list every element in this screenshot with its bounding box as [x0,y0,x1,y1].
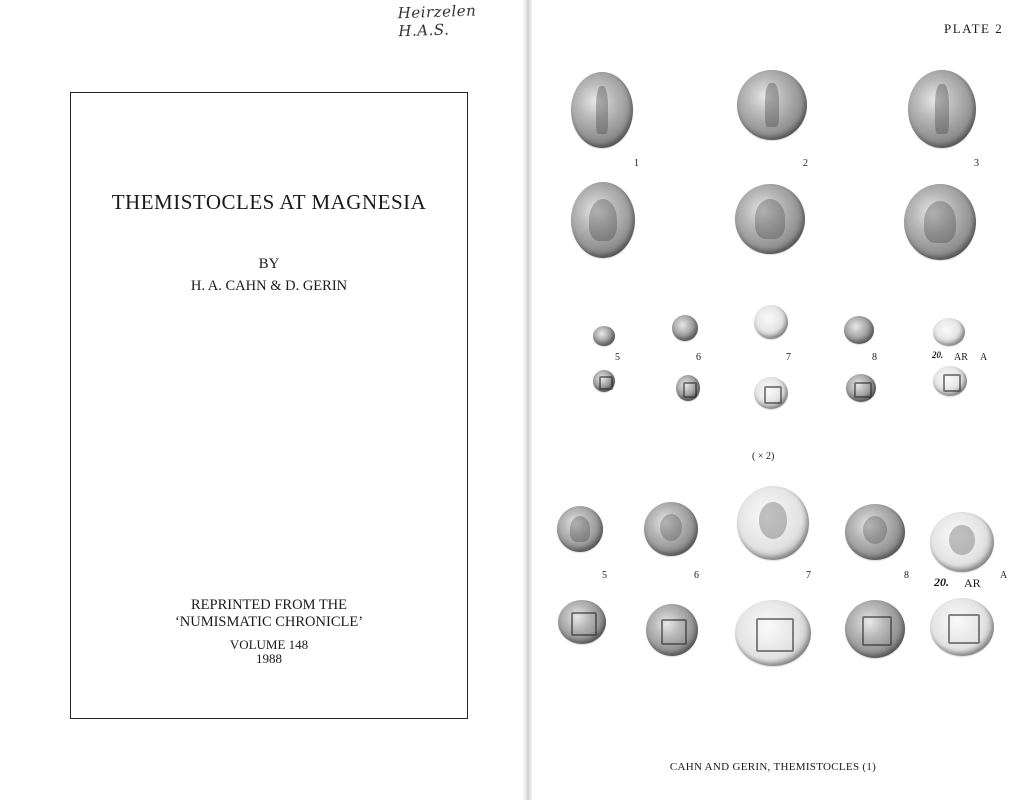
coin-3-obverse [908,70,976,148]
large-coin-8-obverse [845,504,905,560]
coin-1-obverse [571,72,633,148]
coin-number: 7 [786,352,791,363]
metal-label: A [980,352,988,363]
small-coin-8-reverse [846,374,876,402]
book-title: THEMISTOCLES AT MAGNESIA [111,190,427,214]
small-coin-20-reverse [933,366,967,396]
large-coin-5-obverse [557,506,603,552]
plate-label: PLATE 2 [944,21,1004,36]
handwritten-signature: Heirzelen H.A.S. [397,1,477,41]
volume: VOLUME 148 [229,637,309,652]
small-coin-6-obverse [672,315,698,341]
coin-number: 8 [904,570,909,581]
small-coin-5-obverse [593,326,615,346]
scale-note: ( × 2) [752,451,775,462]
coin-number: 2 [803,158,808,169]
metal-label: A [1000,570,1008,581]
year: 1988 [256,651,282,666]
coin-2-reverse [735,184,805,254]
large-coin-6-reverse [646,604,698,656]
by-line: BY [258,256,280,272]
authors: H. A. CAHN & D. GERIN [190,278,348,294]
reprint-line: REPRINTED FROM THE [190,597,348,613]
handwritten-note: 20. [934,575,949,589]
large-coin-20-obverse [930,512,994,572]
coin-number: 7 [806,570,811,581]
small-coin-8-obverse [844,316,874,344]
coin-number: 3 [974,158,979,169]
small-coin-5-reverse [593,370,615,392]
coin-number: 1 [634,158,639,169]
metal-label: AR [964,576,981,590]
small-coin-7-obverse [754,305,788,339]
small-coin-20-obverse [933,318,965,346]
large-coin-6-obverse [644,502,698,556]
large-coin-7-reverse [735,600,811,666]
coin-number: 5 [602,570,607,581]
coin-number: 6 [694,570,699,581]
large-coin-8-reverse [845,600,905,658]
coin-2-obverse [737,70,807,140]
plate-caption: CAHN AND GERIN, THEMISTOCLES (1) [669,761,877,773]
coin-3-reverse [904,184,976,260]
coin-1-reverse [571,182,635,258]
book-gutter [522,0,532,800]
small-coin-6-reverse [676,375,700,401]
large-coin-20-reverse [930,598,994,656]
coin-number: 8 [872,352,877,363]
coin-number: 6 [696,352,701,363]
large-coin-7-obverse [737,486,809,560]
coin-number: 5 [615,352,620,363]
large-coin-5-reverse [558,600,606,644]
small-coin-7-reverse [754,377,788,409]
metal-label: AR [954,352,968,363]
handwritten-note: 20. [932,350,944,360]
journal-name: ‘NUMISMATIC CHRONICLE’ [174,614,364,630]
